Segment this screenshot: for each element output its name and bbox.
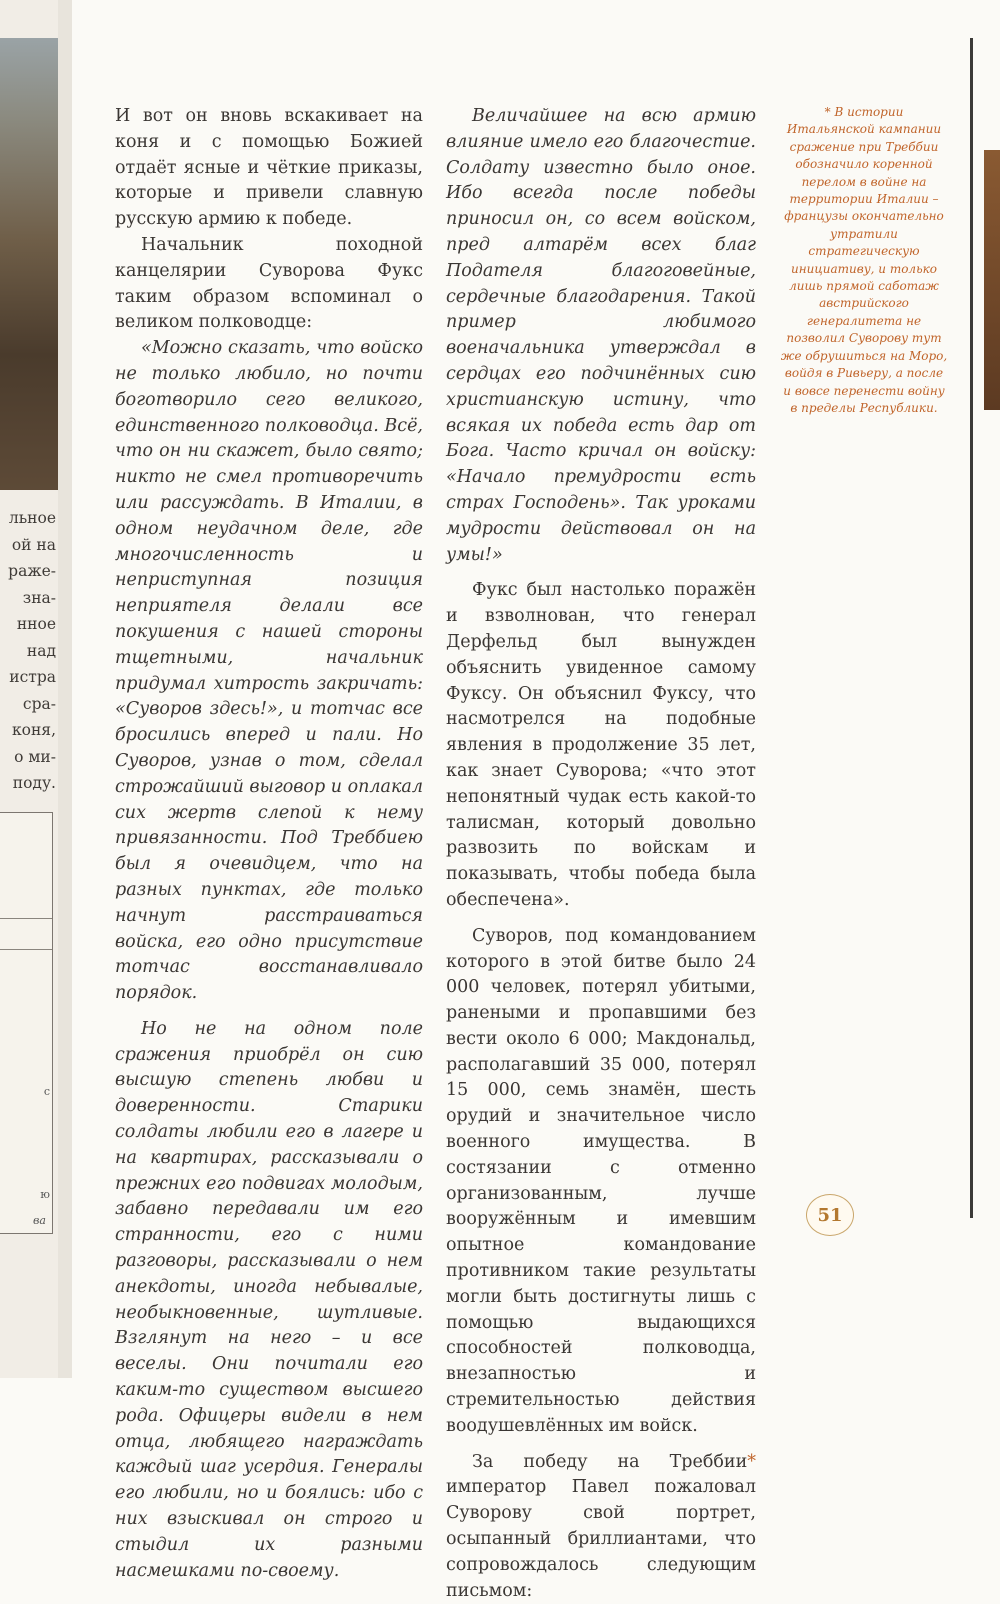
- text-column-right: [446, 104, 756, 1604]
- footnote-sidebar: * В истории Итальянской кампании сражение при Треббии обозначило коренной перелом в войне на территории Италии – французы окончательно утратили стратегическую инициативу, и только лишь прямой саботаж австрийского генералитета не позволил Суворову тут же обрушиться на Моро, войдя в Ривьеру, а после и вовсе перенести войну в пределы Республики.: [780, 105, 948, 415]
- left-text-line: раже-: [8, 562, 56, 580]
- map-fragment: [0, 812, 53, 1234]
- quote-paragraph: Но не на одном поле сражения приобрёл он сию высшую степень любви и доверенности. Старики солдаты любили его в лагере и на квартирах, рассказывали о прежних его подвигах молодым, забавно передавали им его странности, его с ними разговоры, рассказывали о нем анекдоты, иногда небывалые, необыкновенные, шутливые. Взглянут на него – и все веселы. Они почитали его каким-то существом высшего рода. Офицеры видели в нем отца, любящего награждать каждый шаг усердия. Генералы его любили, но и боялись: ибо с них взыскивал он строго и стыдил их разными насмешками по-своему.: [115, 1018, 423, 1581]
- left-text-line: о ми-: [14, 747, 56, 766]
- page-number-badge: [806, 1194, 854, 1236]
- paragraph: Начальник походной канцелярии Суворова Фукс таким образом вспоминал о великом полководце:: [115, 234, 423, 333]
- paragraph-text: император Павел пожаловал Суворову свой портрет, осыпанный бриллиантами, что сопровождалось следующим письмом:: [446, 1477, 756, 1601]
- page-number: 51: [817, 1204, 843, 1226]
- next-page-bleed: [984, 150, 1000, 410]
- left-text-line: зна-: [22, 588, 56, 607]
- map-label: ю: [40, 1188, 50, 1201]
- quote-paragraph: Величайшее на всю армию влияние имело его благочестие. Солдату известно было оное. Ибо всегда после победы приносил он, со всем войском, пред алтарём всех благ Подателя благоговейные, сердечные благодарения. Такой пример любимого военачальника утверждал в сердцах его подчинённых сию христианскую истину, что всякая их победа есть дар от Бога. Часто кричал он войску: «Начало премудрости есть страх Господень». Так уроками мудрости действовал он на умы!»: [446, 106, 756, 565]
- paragraph: И вот он вновь вскакивает на коня и с помощью Божией отдаёт ясные и чёткие приказы, которые и привели славную русскую армию к победе.: [115, 106, 423, 230]
- page-edge-rule: [970, 38, 973, 1218]
- map-label: ва: [33, 1214, 46, 1227]
- paragraph-text: За победу на Треббии: [472, 1451, 748, 1472]
- left-text-line: нное: [16, 615, 56, 633]
- left-text-line: коня,: [11, 721, 56, 739]
- left-page-text: [0, 505, 56, 797]
- quote-paragraph: «Можно сказать, что войско не только любило, но почти боготворило сего великого, единственного полководца. Всё, что он ни скажет, было свято; никто не смел противоречить или рассуждать. В Италии, в одном неудачном деле, где многочисленность и неприступная позиция неприятеля делали все покушения с нашей стороны тщетными, начальник придумал хитрость закричать: «Суворов здесь!», и тотчас все бросились вперед и пали. Но Суворов, узнав о том, сделал строжайший выговор и оплакал сих жертв слепой к нему привязанности. Под Треббиею был я очевидцем, что на разных пунктах, где только начнут расстраиваться войска, его одно присутствие тотчас восстанавливало порядок.: [115, 338, 423, 1004]
- paragraph: Фукс был настолько поражён и взволнован, что генерал Дерфельд был вынужден объяснить увиденное самому Фуксу. Он объяснил Фуксу, что насмотрелся на подобные явления в продолжение 35 лет, как знает Суворова; «что этот непонятный чудак есть какой-то талисман, который довольно развозить по войскам и показывать, чтобы победа была обеспечена».: [446, 580, 756, 910]
- left-text-line: льное: [8, 509, 56, 527]
- left-text-line: поду.: [12, 774, 56, 792]
- map-label: с: [43, 1085, 50, 1098]
- left-text-line: ой на: [11, 535, 56, 554]
- map-road: [0, 918, 52, 950]
- footnote-marker[interactable]: *: [747, 1451, 756, 1472]
- paragraph-with-footnote: [446, 1450, 756, 1604]
- text-column-left: [115, 104, 423, 1584]
- left-text-line: сра-: [22, 694, 56, 713]
- paragraph: Суворов, под командованием которого в этой битве было 24 000 человек, потерял убитыми, ранеными и пропавшими без вести около 6 000; Макдональд, располагавший 35 000, потерял 15 000, семь знамён, шесть орудий и значительное число военного имущества. В состязании с отменно организованным, лучше вооружённым и имевшим опытное командование противником такие результаты могли быть достигнуты лишь с помощью выдающихся способностей полководца, внезапностью и стремительностью действия воодушевлённых им войск.: [446, 925, 756, 1436]
- left-page-fragment: [0, 0, 58, 1378]
- left-text-line: над: [26, 641, 56, 660]
- painting-fragment: [0, 38, 58, 490]
- left-text-line: истра: [9, 668, 56, 686]
